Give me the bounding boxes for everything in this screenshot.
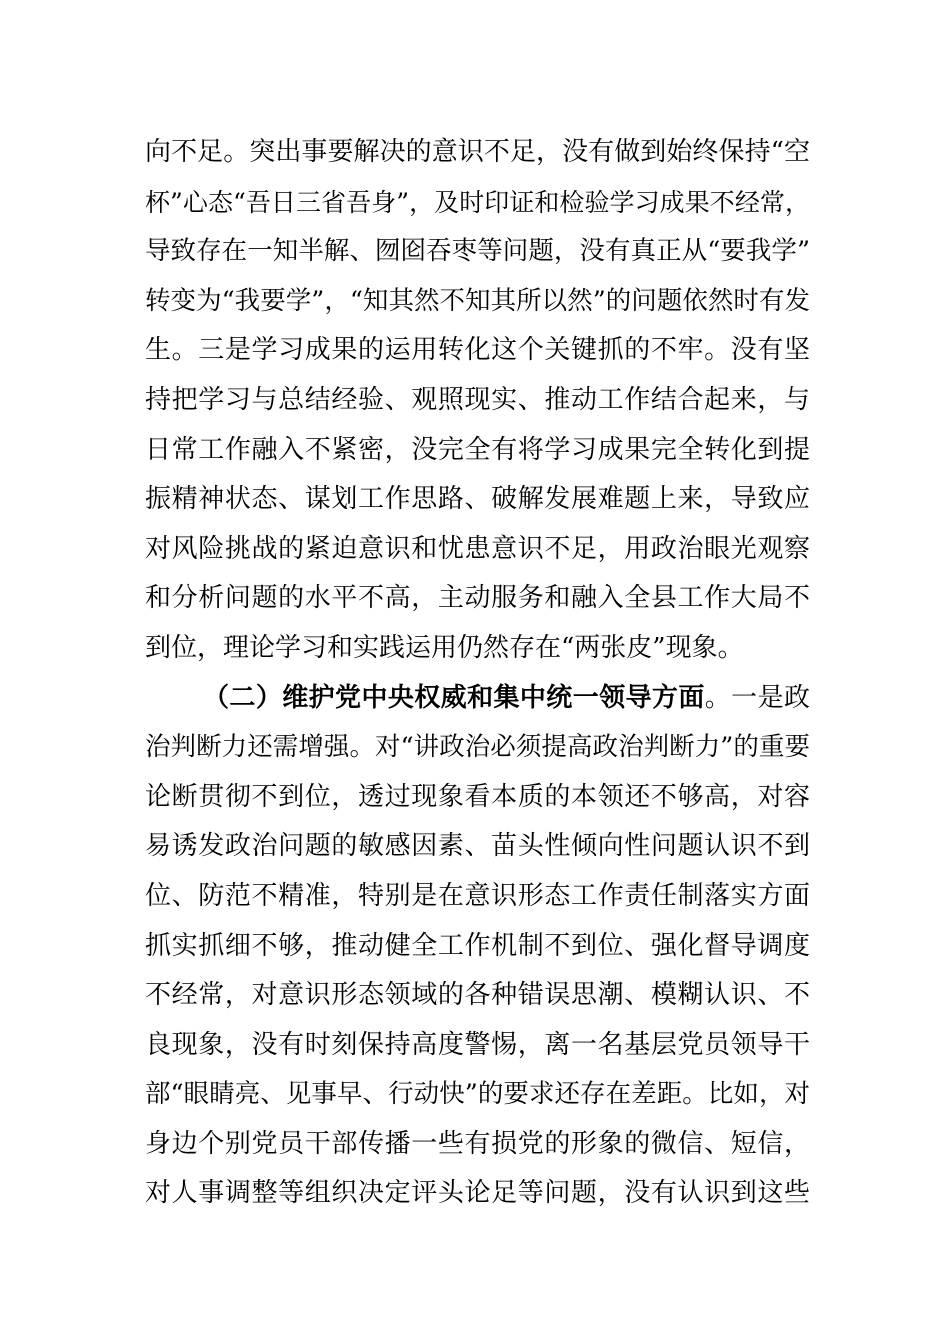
- text-line-first: [145, 674, 810, 724]
- paragraph-party-authority: [145, 674, 810, 1220]
- text-line: 导致存在一知半解、囫囵吞枣等问题，没有真正从“要我学”: [145, 236, 810, 267]
- text-line: 持把学习与总结经验、观照现实、推动工作结合起来，与: [145, 384, 810, 415]
- paragraph-study-shortcomings: [145, 128, 810, 674]
- text-line: 部“眼睛亮、见事早、行动快”的要求还存在差距。比如，对: [145, 1079, 810, 1110]
- text-line: 到位，理论学习和实践运用仍然存在“两张皮”现象。: [145, 632, 744, 663]
- heading-tail-text: 。一是政: [704, 682, 810, 713]
- text-line: 杯”心态“吾日三省吾身”，及时印证和检验学习成果不经常，: [145, 187, 810, 217]
- text-line: 良现象，没有时刻保持高度警惕，离一名基层党员领导干: [145, 1029, 810, 1060]
- text-line: 生。三是学习成果的运用转化这个关键抓的不牢。没有坚: [145, 335, 810, 366]
- text-line: 转变为“我要学”，“知其然不知其所以然”的问题依然时有发: [145, 285, 810, 316]
- section-heading: （二）维护党中央权威和集中统一领导方面: [203, 682, 705, 713]
- text-line: 身边个别党员干部传播一些有损党的形象的微信、短信，: [145, 1128, 810, 1159]
- text-line: 论断贯彻不到位，透过现象看本质的本领还不够高，对容: [145, 781, 810, 812]
- text-line: 不经常，对意识形态领域的各种错误思潮、模糊认识、不: [145, 980, 810, 1011]
- text-line: 位、防范不精准，特别是在意识形态工作责任制落实方面: [145, 880, 810, 911]
- text-line: 对风险挑战的紧迫意识和忧患意识不足，用政治眼光观察: [145, 533, 810, 564]
- text-line: 和分析问题的水平不高，主动服务和融入全县工作大局不: [145, 583, 810, 614]
- text-line: 对人事调整等组织决定评头论足等问题，没有认识到这些: [145, 1178, 810, 1209]
- text-line: 振精神状态、谋划工作思路、破解发展难题上来，导致应: [145, 484, 810, 515]
- text-line: 易诱发政治问题的敏感因素、苗头性倾向性问题认识不到: [145, 831, 810, 862]
- text-line: 向不足。突出事要解决的意识不足，没有做到始终保持“空: [145, 137, 810, 167]
- text-line: 日常工作融入不紧密，没完全有将学习成果完全转化到提: [145, 434, 810, 465]
- document-body: [145, 128, 810, 1219]
- text-line: 抓实抓细不够，推动健全工作机制不到位、强化督导调度: [145, 930, 810, 961]
- text-line: 治判断力还需增强。对“讲政治必须提高政治判断力”的重要: [145, 732, 810, 763]
